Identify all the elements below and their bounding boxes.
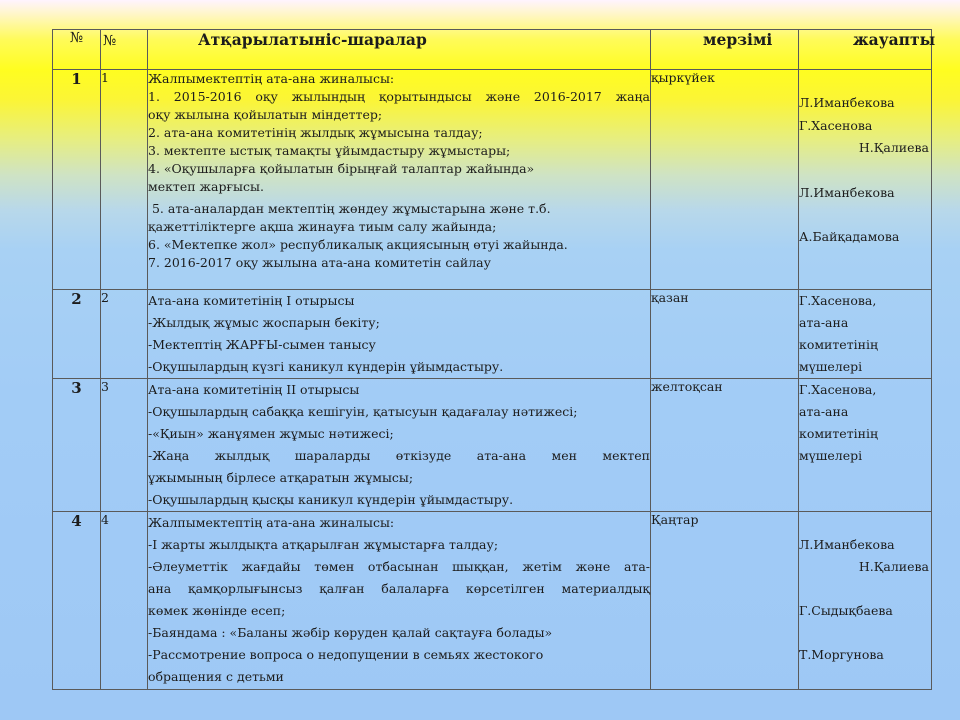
event-line: -Жылдық жұмыс жоспарын бекіту;: [148, 315, 380, 330]
table-header-row: [53, 30, 932, 70]
table-row: [53, 379, 932, 512]
event-line: ана қамқорлығынсыз қалған балаларға көрсетілген материалдық: [148, 581, 650, 596]
responsible-person: Л.Иманбекова: [799, 95, 895, 110]
events-plan-table: [52, 29, 936, 690]
row-events: [148, 512, 651, 690]
event-line: -Оқушылардың сабаққа кешігуін, қатысуын қадағалау нәтижесі;: [148, 404, 578, 419]
row-events: [148, 379, 651, 512]
row-num: 4: [101, 512, 148, 690]
event-line: Ата-ана комитетінің І отырысы: [148, 293, 355, 308]
responsible-person: комитетінің: [799, 426, 878, 441]
row-no: 3: [53, 379, 101, 512]
event-line: мектеп жарғысы.: [148, 179, 264, 194]
responsible-person: Т.Моргунова: [799, 647, 884, 662]
responsible-person: Н.Қалиева: [858, 140, 929, 155]
event-line: 1. 2015-2016 оқу жылындың қорытындысы және 2016-2017 жаңа: [148, 89, 650, 104]
event-line: оқу жылына қойылатын міндеттер;: [148, 107, 383, 122]
row-num: 3: [101, 379, 148, 512]
responsible-person: Г.Сыдықбаева: [799, 603, 893, 618]
responsible-person: мүшелері: [799, 448, 863, 463]
row-responsible: [799, 512, 932, 690]
header-events: Атқарылатыніс-шаралар: [148, 30, 651, 70]
event-line: 5. ата-аналардан мектептің жөндеу жұмыстарына және т.б.: [148, 201, 551, 216]
table-row: [53, 70, 932, 290]
row-responsible: [799, 379, 932, 512]
row-responsible: [799, 70, 932, 290]
event-line: -Баяндама : «Баланы жәбір көруден қалай сақтауға болады»: [148, 625, 553, 640]
responsible-person: Г.Хасенова: [799, 117, 873, 133]
row-no: 4: [53, 512, 101, 690]
row-num: 1: [101, 70, 148, 290]
row-term: қыркүйек: [651, 70, 799, 290]
event-line: Жалпымектептің ата-ана жиналысы:: [148, 71, 395, 86]
responsible-person: Г.Хасенова,: [799, 382, 877, 397]
event-line: -Мектептің ЖАРҒЫ-сымен танысу: [148, 337, 376, 352]
responsible-person: Н.Қалиева: [858, 559, 929, 574]
row-term: желтоқсан: [651, 379, 799, 512]
row-num: 2: [101, 290, 148, 379]
responsible-person: Л.Иманбекова: [799, 184, 895, 200]
responsible-person: комитетінің: [799, 337, 878, 352]
event-line: 6. «Мектепке жол» республикалық акциясының өтуі жайында.: [148, 237, 568, 252]
event-line: -Оқушылардың қысқы каникул күндерін ұйымдастыру.: [148, 492, 514, 507]
table-row: [53, 290, 932, 379]
event-line: ұжымының бірлесе атқаратын жұмысы;: [148, 470, 414, 485]
row-term: Қаңтар: [651, 512, 799, 690]
table-row: [53, 512, 932, 690]
event-line: -Оқушылардың күзгі каникул күндерін ұйымдастыру.: [148, 359, 504, 374]
event-line: -Жаңа жылдық шараларды өткізуде ата-ана мен мектеп: [148, 448, 650, 463]
responsible-person: мүшелері: [799, 359, 863, 374]
event-line: -Рассмотрение вопроса о недопущении в семьях жестокого: [148, 647, 544, 662]
header-term: мерзімі: [651, 30, 799, 70]
event-line: 3. мектепте ыстық тамақты ұйымдастыру жұмыстары;: [148, 143, 511, 158]
event-line: көмек жөнінде есеп;: [148, 603, 286, 618]
event-line: -Әлеуметтік жағдайы төмен отбасынан шыққан, жетім және ата-: [148, 559, 650, 574]
responsible-person: ата-ана: [799, 315, 849, 330]
row-events: [148, 70, 651, 290]
row-no: 1: [53, 70, 101, 290]
row-events: [148, 290, 651, 379]
row-responsible: [799, 290, 932, 379]
event-line: обращения с детьми: [148, 669, 284, 684]
row-term: қазан: [651, 290, 799, 379]
header-no: №: [53, 30, 101, 70]
event-line: 4. «Оқушыларға қойылатын бірыңғай талаптар жайында»: [148, 161, 535, 176]
event-line: -«Қиын» жанұямен жұмыс нәтижесі;: [148, 426, 394, 441]
event-line: -І жарты жылдықта атқарылған жұмыстарға талдау;: [148, 537, 499, 552]
responsible-person: Г.Хасенова,: [799, 293, 877, 308]
event-line: 2. ата-ана комитетінің жылдық жұмысына талдау;: [148, 125, 483, 140]
responsible-person: Л.Иманбекова: [799, 537, 895, 552]
responsible-person: ата-ана: [799, 404, 849, 419]
event-line: қажеттіліктерге ақша жинауға тиым салу жайында;: [148, 219, 497, 234]
event-line: 7. 2016-2017 оқу жылына ата-ана комитетін сайлау: [148, 255, 491, 270]
header-responsible: жауапты: [799, 30, 932, 70]
responsible-person: А.Байқадамова: [799, 229, 900, 244]
event-line: Жалпымектептің ата-ана жиналысы:: [148, 515, 395, 530]
event-line: Ата-ана комитетінің ІІ отырысы: [148, 382, 360, 397]
header-num: №: [101, 30, 148, 70]
row-no: 2: [53, 290, 101, 379]
